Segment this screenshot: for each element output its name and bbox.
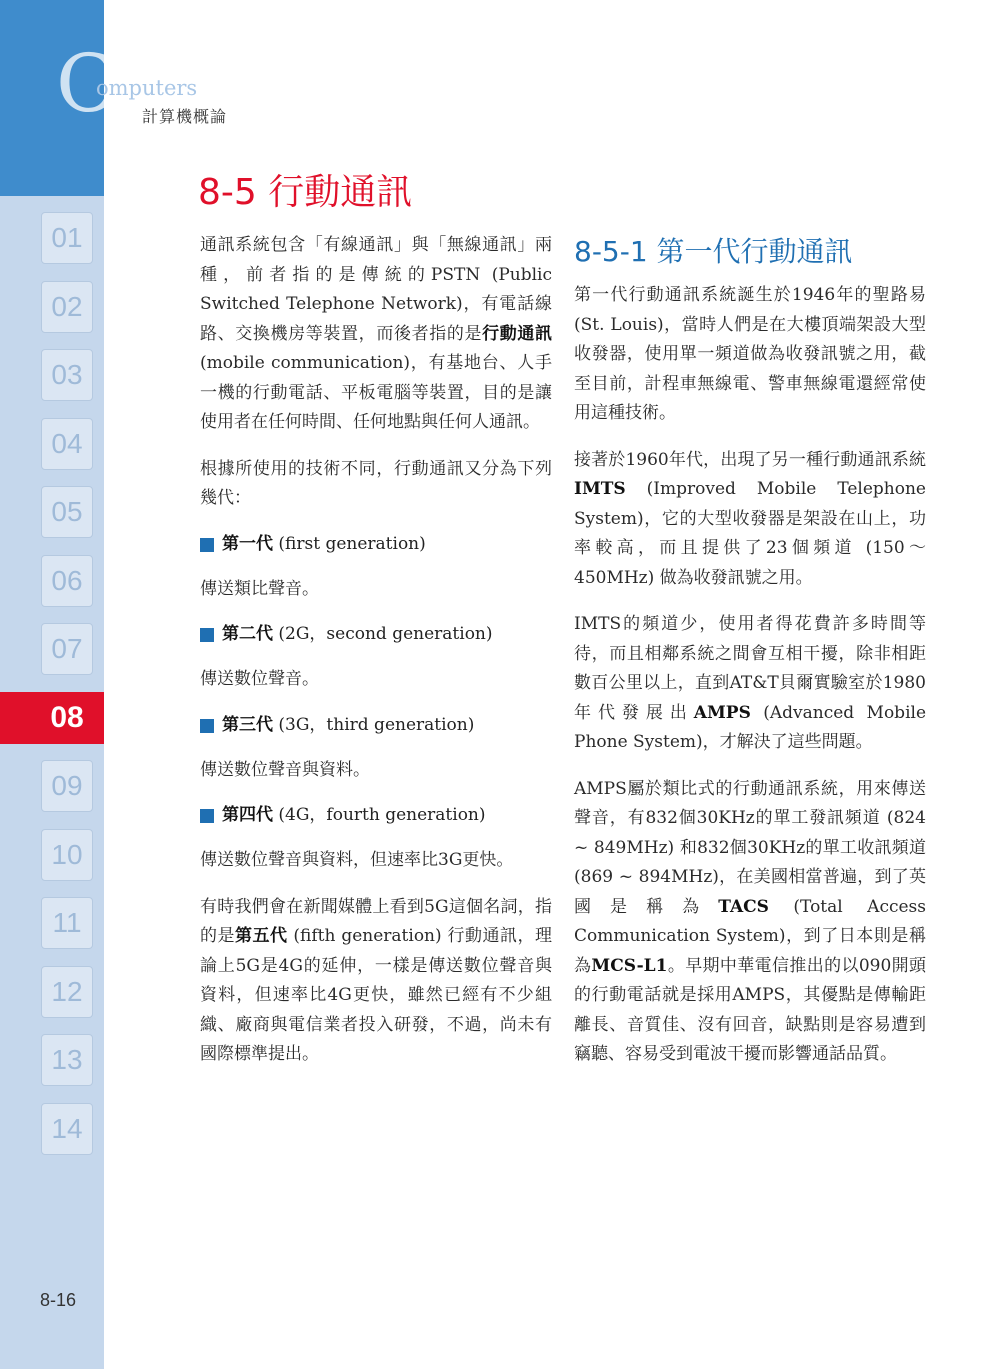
logo-word: omputers bbox=[96, 76, 198, 100]
chapter-tab-11[interactable]: 11 bbox=[41, 897, 93, 949]
term-fifth-generation: 第五代 bbox=[235, 926, 288, 946]
generations-intro: 根據所使用的技術不同，行動通訊又分為下列幾代： bbox=[200, 458, 552, 508]
section-title: 8-5 行動通訊 bbox=[198, 172, 413, 213]
term-amps: AMPS bbox=[693, 702, 751, 723]
chapter-tab-09[interactable]: 09 bbox=[41, 760, 93, 812]
generation-item: 第四代 (4G，fourth generation) bbox=[200, 801, 552, 831]
chapter-tab-05[interactable]: 05 bbox=[41, 486, 93, 538]
generation-desc: 傳送數位聲音。 bbox=[200, 669, 319, 689]
chapter-tab-03[interactable]: 03 bbox=[41, 349, 93, 401]
term-imts: IMTS bbox=[574, 479, 626, 499]
5g-paragraph: 有時我們會在新聞媒體上看到5G這個名詞，指的是第五代 (fifth generation) 行動通訊，理論上5G是4G的延伸，一樣是傳送數位聲音與資料，但速率比4G更快，雖然已經有不少組織、廠商與電信業者投入研發，不過，尚未有國際標準提出。 bbox=[200, 896, 553, 1064]
right-column bbox=[574, 281, 926, 1070]
left-column bbox=[200, 231, 552, 1070]
square-bullet-icon bbox=[200, 628, 214, 642]
square-bullet-icon bbox=[200, 538, 214, 552]
term-tacs: TACS bbox=[718, 896, 769, 917]
book-subtitle: 計算機概論 bbox=[142, 107, 228, 126]
term-mobile-communication: 行動通訊 bbox=[482, 323, 553, 344]
chapter-tab-12[interactable]: 12 bbox=[41, 966, 93, 1018]
chapter-tab-14[interactable]: 14 bbox=[41, 1103, 93, 1155]
chapter-tab-02[interactable]: 02 bbox=[41, 281, 93, 333]
chapter-tab-08-active[interactable]: 08 bbox=[0, 692, 104, 744]
subsection-title: 8-5-1 第一代行動通訊 bbox=[574, 235, 853, 268]
generation-item: 第一代 (first generation) bbox=[200, 530, 552, 560]
generation-item: 第二代 (2G，second generation) bbox=[200, 620, 552, 650]
chapter-sidebar bbox=[0, 0, 104, 1369]
logo-letter: C bbox=[56, 37, 118, 130]
amps-detail-paragraph: AMPS屬於類比式的行動通訊系統，用來傳送聲音，有832個30KHz的單工發訊頻道 (824 ~ 849MHz) 和832個30KHz的單工收訊頻道 (869 ~ 894MHz)，在美國相當普遍，到了英國是稱為TACS (Total Access Communication System)，到了日本則是稱為MCS-L1。早期中華電信推出的以090開頭的行動電話就是採用AMPS，其優點是傳輸距離長、音質佳、沒有回音，缺點則是容易遭到竊聽、容易受到電波干擾而影響通話品質。 bbox=[574, 778, 927, 1064]
term-mcs-l1: MCS-L1 bbox=[591, 955, 668, 976]
chapter-tab-07[interactable]: 07 bbox=[41, 623, 93, 675]
chapter-tab-10[interactable]: 10 bbox=[41, 829, 93, 881]
chapter-tab-13[interactable]: 13 bbox=[41, 1034, 93, 1086]
generation-desc: 傳送類比聲音。 bbox=[200, 578, 319, 599]
amps-origin-paragraph: IMTS的頻道少，使用者得花費許多時間等待，而且相鄰系統之間會互相干擾，除非相距數百公里以上，直到AT&T貝爾實驗室於1980年代發展出AMPS (Advanced Mobile Phone System)，才解決了這些問題。 bbox=[574, 614, 926, 752]
1g-history-paragraph: 第一代行動通訊系統誕生於1946年的聖路易 (St. Louis)，當時人們是在大樓頂端架設大型收發器，使用單一頻道做為收發訊號之用，截至目前，計程車無線電、警車無線電還經常使用這種技術。 bbox=[574, 285, 926, 423]
generation-item: 第三代 (3G，third generation) bbox=[200, 711, 552, 741]
generation-desc: 傳送數位聲音與資料，但速率比3G更快。 bbox=[200, 850, 514, 870]
chapter-tab-06[interactable]: 06 bbox=[41, 555, 93, 607]
square-bullet-icon bbox=[200, 809, 214, 823]
imts-paragraph: 接著於1960年代，出現了另一種行動通訊系統IMTS (Improved Mobile Telephone System)，它的大型收發器是架設在山上，功率較高，而且提供了23個頻道 (150～450MHz) 做為收發訊號之用。 bbox=[574, 449, 926, 588]
chapter-tab-04[interactable]: 04 bbox=[41, 418, 93, 470]
intro-paragraph: 通訊系統包含「有線通訊」與「無線通訊」兩種，前者指的是傳統的PSTN (Public Switched Telephone Network)，有電話線路、交換機房等裝置，而後者指的是行動通訊 (mobile communication)，有基地台、人手一機的行動電話、平板電腦等裝置，目的是讓使用者在任何時間、任何地點與任何人通訊。 bbox=[200, 235, 553, 432]
chapter-tab-01[interactable]: 01 bbox=[41, 212, 93, 264]
page-number: 8-16 bbox=[40, 1290, 77, 1310]
square-bullet-icon bbox=[200, 719, 214, 733]
generation-desc: 傳送數位聲音與資料。 bbox=[200, 759, 370, 780]
